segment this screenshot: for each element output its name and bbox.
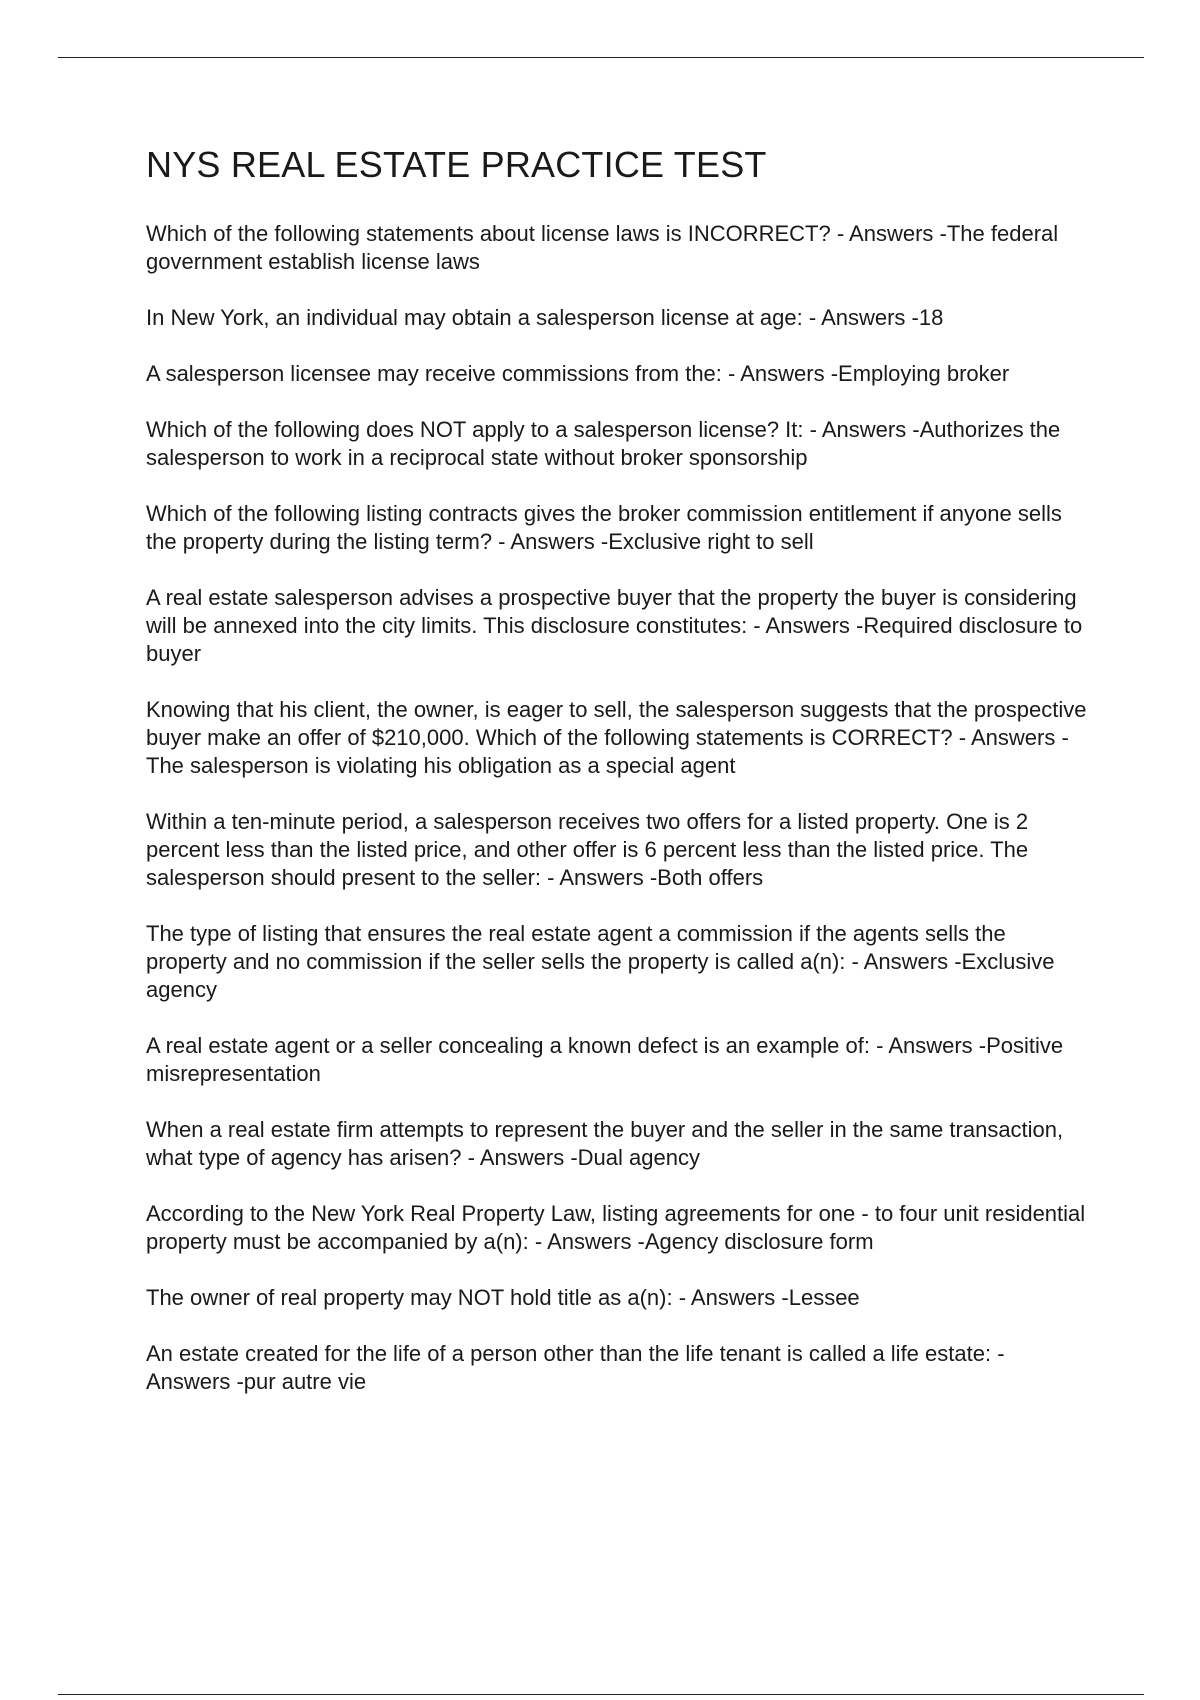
page-title: NYS REAL ESTATE PRACTICE TEST (146, 144, 767, 185)
qa-item: An estate created for the life of a person other than the life tenant is called a life estate: - Answers -pur autre vie (146, 1341, 1005, 1394)
qa-item: A real estate salesperson advises a prospective buyer that the property the buyer is considering will be annexed into the city limits. This disclosure constitutes: - Answers -Required disclosure to buyer (146, 585, 1083, 666)
qa-item: Within a ten-minute period, a salesperson receives two offers for a listed property. One is 2 percent less than the listed price, and other offer is 6 percent less than the listed price. The salesperson should present to the seller: - Answers -Both offers (146, 809, 1029, 890)
qa-item: The type of listing that ensures the real estate agent a commission if the agents sells the property and no commission if the seller sells the property is called a(n): - Answers -Exclusive agency (146, 921, 1055, 1002)
qa-item: Which of the following statements about license laws is INCORRECT? - Answers -The federal government establish license laws (146, 221, 1059, 274)
qa-item: In New York, an individual may obtain a salesperson license at age: - Answers -18 (146, 305, 944, 330)
qa-item: Which of the following listing contracts gives the broker commission entitlement if anyone sells the property during the listing term? - Answers -Exclusive right to sell (146, 501, 1062, 554)
qa-item: According to the New York Real Property Law, listing agreements for one - to four unit residential property must be accompanied by a(n): - Answers -Agency disclosure form (146, 1201, 1086, 1254)
qa-item: A salesperson licensee may receive commissions from the: - Answers -Employing broker (146, 361, 1010, 386)
top-divider (58, 57, 1144, 58)
bottom-divider (58, 1694, 1144, 1695)
qa-item: Knowing that his client, the owner, is eager to sell, the salesperson suggests that the prospective buyer make an offer of $210,000. Which of the following statements is CORRECT? - Answers -The salesperson is violating his obligation as a special agent (146, 697, 1087, 778)
document-body (146, 140, 1091, 1424)
qa-item: When a real estate firm attempts to represent the buyer and the seller in the same transaction, what type of agency has arisen? - Answers -Dual agency (146, 1117, 1064, 1170)
qa-item: A real estate agent or a seller concealing a known defect is an example of: - Answers -Positive misrepresentation (146, 1033, 1064, 1086)
qa-item: Which of the following does NOT apply to a salesperson license? It: - Answers -Authorizes the salesperson to work in a reciprocal state without broker sponsorship (146, 417, 1061, 470)
qa-item: The owner of real property may NOT hold title as a(n): - Answers -Lessee (146, 1285, 860, 1310)
